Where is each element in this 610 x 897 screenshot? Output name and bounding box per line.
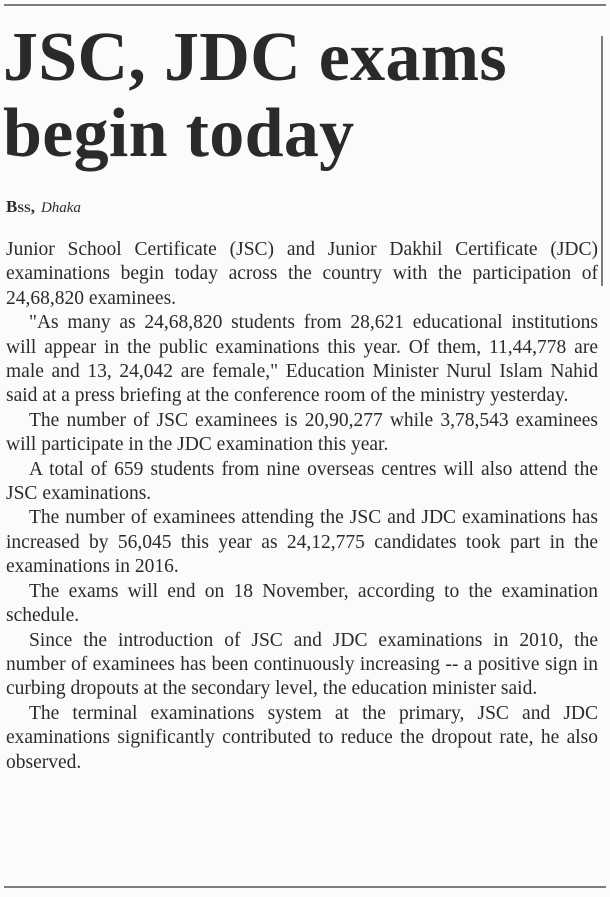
paragraph: "As many as 24,68,820 students from 28,621 educational institutions will appear in the public examinations this year. Of them, 11,44,778 are male and 13, 24,042 are female," Education Minister Nurul Islam Nahid said at a press briefing at the conference room of the ministry yesterday. [6, 312, 598, 407]
paragraph: Since the introduction of JSC and JDC examinations in 2010, the number of examinees has been continuously increasing -- a positive sign in curbing dropouts at the secondary level, the education minister said. [6, 629, 598, 700]
paragraph: The terminal examinations system at the primary, JSC and JDC examinations significantly contributed to reduce the dropout rate, he also observed. [6, 702, 598, 773]
byline-place: Dhaka [40, 200, 81, 216]
paragraph: The number of JSC examinees is 20,90,277 while 3,78,543 examinees will participate in the JDC examination this year. [6, 409, 598, 456]
headline: JSC, JDC exams begin today [3, 19, 507, 172]
article-body [6, 238, 598, 775]
paragraph: The number of examinees attending the JSC and JDC examinations has increased by 56,045 this year as 24,12,775 candidates took part in the examinations in 2016. [6, 507, 598, 578]
paragraph-lead: Junior School Certificate (JSC) and Junior Dakhil Certificate (JDC) examinations begin today across the country with the participation of 24,68,820 examinees. [6, 239, 598, 309]
top-rule [4, 4, 606, 6]
paragraph: The exams will end on 18 November, according to the examination schedule. [6, 580, 598, 627]
byline-separator: , [30, 197, 35, 216]
paragraph: A total of 659 students from nine overseas centres will also attend the JSC examinations. [6, 458, 598, 505]
byline-agency: Bss [6, 197, 31, 216]
bottom-rule [4, 886, 606, 888]
byline [6, 197, 81, 218]
